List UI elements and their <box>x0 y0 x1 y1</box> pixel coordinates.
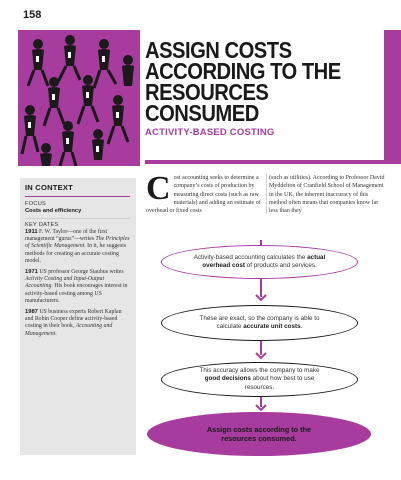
focus-value: Costs and efficiency <box>25 208 130 219</box>
entry-text: US business experts Robert Kaplan and Robin Cooper define activity-based costing in their book, <box>25 309 122 330</box>
key-date-entry <box>25 309 130 338</box>
entry-text: . In it, he suggests methods for creating an accurate costing model. <box>25 243 127 264</box>
down-arrow-icon <box>255 352 267 360</box>
entry-year: 1971 <box>25 269 38 276</box>
entry-text: US professor George Staubus writes <box>37 269 124 276</box>
body-column-1 <box>146 170 264 215</box>
flow-text: of products and services. <box>244 262 317 269</box>
entry-book-title: Accounting and Management <box>25 323 113 337</box>
page-title: ASSIGN COSTS ACCORDING TO THE RESOURCES CONSUMED <box>145 37 341 126</box>
page-subtitle: ACTIVITY-BASED COSTING <box>145 127 275 138</box>
entry-book-title: The Principles of Scientific Management <box>25 236 130 250</box>
body-text: ost accounting seeks to determine a company’s costs of production by measuring direct costs (such as raw materials) and adding an estimate of overhead or fixed costs <box>146 175 261 215</box>
flow-step-3 <box>161 362 358 397</box>
sidebar-heading: IN CONTEXT <box>25 183 130 197</box>
flow-emphasis: accurate unit costs <box>243 323 301 330</box>
decorative-band <box>384 30 401 164</box>
entry-book-title: Activity Costing and Input-Output Accounting <box>25 276 105 290</box>
down-arrow-icon <box>255 294 267 302</box>
page-number: 158 <box>23 9 42 21</box>
key-date-entry <box>25 269 130 305</box>
drop-cap: C <box>146 170 171 207</box>
body-text: (such as utilities). According to Professor David Myddelton of Cranfield School of Management in the UK, the inherent inaccuracy of this method often means that companies know far less than they <box>269 175 385 215</box>
flow-emphasis: good decisions <box>204 375 251 383</box>
flow-text: This accuracy allows the company to make <box>199 366 320 374</box>
flow-step-1 <box>161 245 358 279</box>
flow-text: These are exact, so the company is able to calculate <box>199 314 320 330</box>
flow-step-2 <box>161 305 358 341</box>
entry-year: 1911 <box>25 229 38 235</box>
in-context-sidebar <box>20 178 136 455</box>
conclusion-text: Assign costs according to the resources consumed. <box>206 424 312 443</box>
crowd-illustration <box>18 30 140 166</box>
entry-text: . <box>55 330 57 337</box>
column-divider <box>266 174 267 214</box>
flow-emphasis: actual overhead cost <box>202 253 326 269</box>
title-block <box>145 37 385 138</box>
entry-year: 1987 <box>25 309 38 316</box>
entry-text: F. W. Taylor—one of the first management “gurus”—writes <box>25 229 108 243</box>
flow-text: . <box>300 323 303 330</box>
flow-conclusion <box>147 412 371 456</box>
flow-text: about how best to use resources. <box>244 375 315 391</box>
flow-text: Activity-based accounting calculates the <box>193 253 308 261</box>
key-dates-label: KEY DATES <box>25 222 59 228</box>
title-underline <box>145 160 385 164</box>
focus-label: FOCUS <box>25 201 47 207</box>
down-arrow-icon <box>255 404 267 412</box>
crowd-of-figures-icon <box>18 30 140 166</box>
key-date-entry <box>25 229 130 265</box>
entry-text: . His book encourages interest in activity-based costing among US manufacturers. <box>25 283 128 304</box>
body-column-2 <box>269 174 387 215</box>
